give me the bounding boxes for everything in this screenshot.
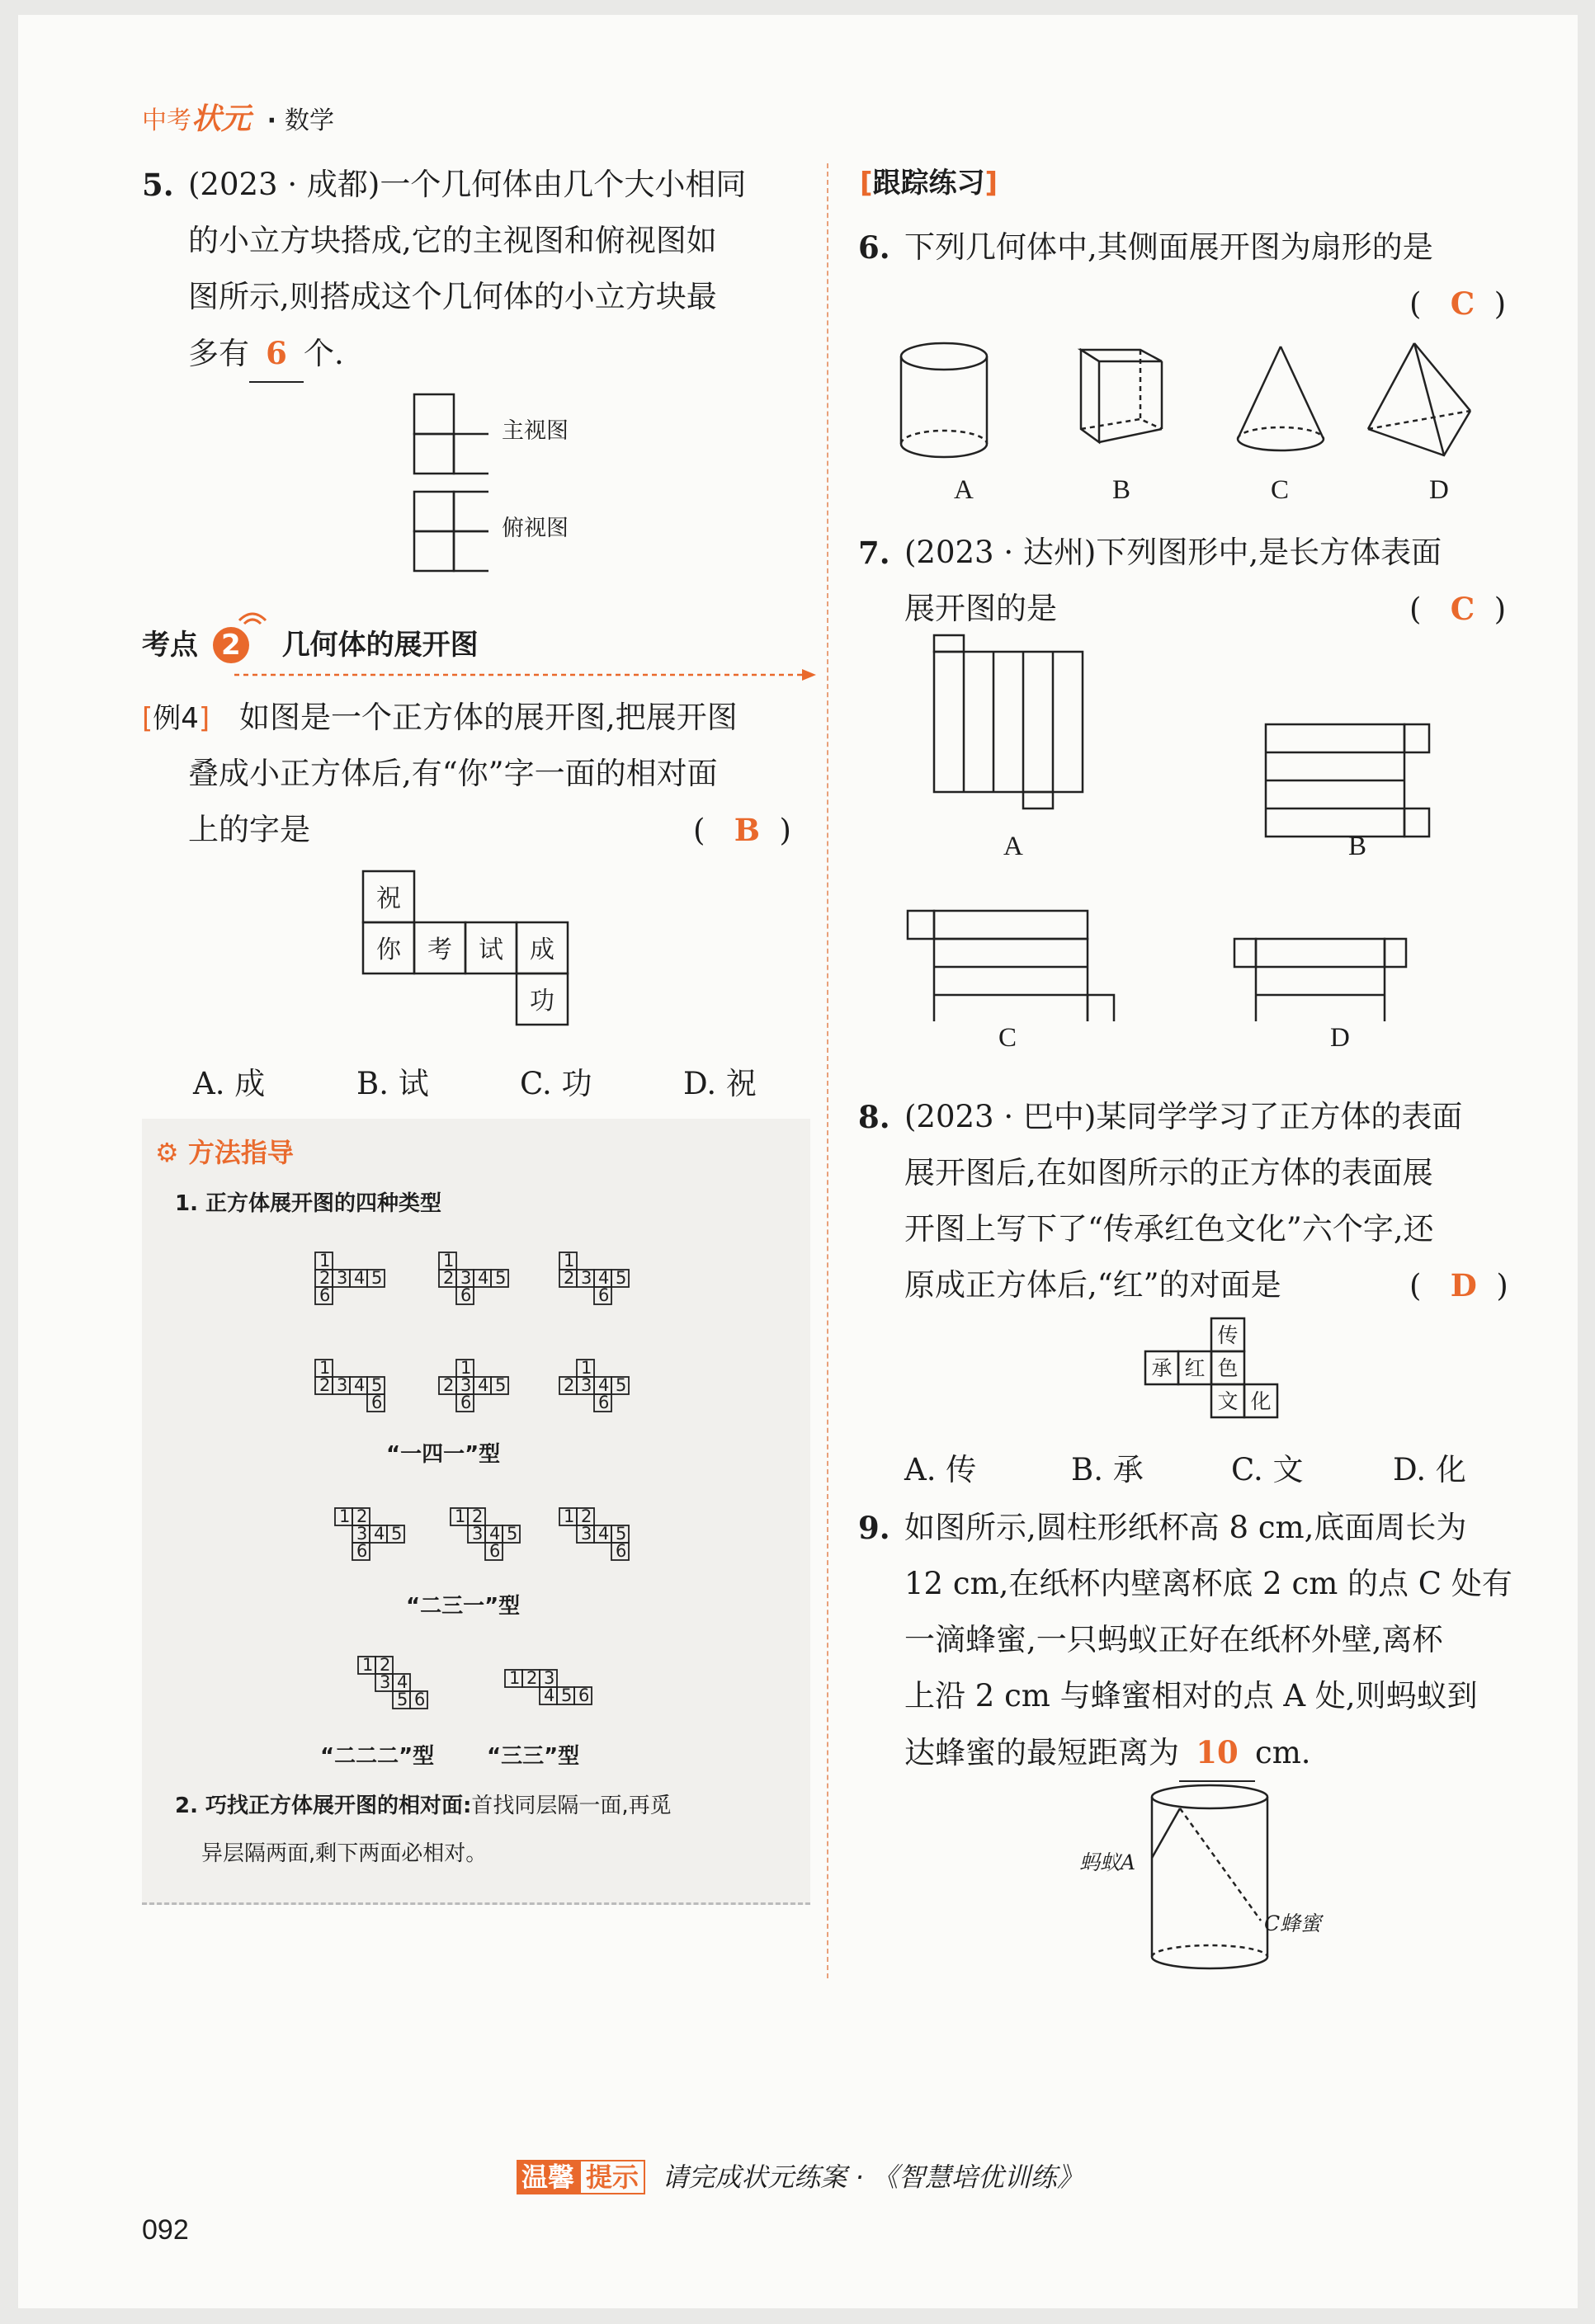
net-cell-number: 1	[319, 1251, 331, 1270]
section-number: 2	[213, 627, 249, 663]
q9-line3: 一滴蜂蜜,一只蚂蚁正好在纸杯外壁,离杯	[904, 1622, 1443, 1657]
q9-line5-post: cm.	[1255, 1735, 1311, 1770]
q8-line3: 开图上写下了“传承红色文化”六个字,还	[904, 1211, 1434, 1247]
q6-label-b: B	[1112, 475, 1131, 505]
net-cell-number: 6	[598, 1393, 610, 1412]
q6-answer: C	[1450, 285, 1475, 322]
net-cell-number: 2	[319, 1375, 331, 1395]
ex4-option-c: C. 功	[520, 1066, 592, 1101]
net-cell-number: 2	[319, 1268, 331, 1288]
ex4-face-3: 考	[427, 936, 452, 964]
ex4-line2: 叠成小正方体后,有“你”字一面的相对面	[188, 756, 718, 791]
q6-number: 6.	[858, 229, 890, 266]
net-cell-number: 1	[564, 1251, 575, 1270]
q6-line1: 下列几何体中,其侧面展开图为扇形的是	[904, 229, 1433, 265]
q5-line4	[188, 325, 344, 383]
net-cell-number: 6	[460, 1285, 472, 1305]
net-cell-number: 4	[598, 1524, 610, 1544]
net-cell-number: 2	[380, 1655, 391, 1675]
net-cell-number: 2	[472, 1506, 484, 1526]
q6-solids-figure	[893, 337, 1520, 469]
net-cell-number: 5	[616, 1524, 627, 1544]
ex4-answer: B	[734, 812, 760, 848]
q5-views-figure	[398, 378, 488, 584]
ex4-face-2: 你	[376, 936, 401, 964]
q7-nets-figure	[893, 634, 1520, 1021]
gear-icon: ⚙	[155, 1137, 179, 1168]
q8-line4: 原成正方体后,“红”的对面是	[904, 1267, 1281, 1303]
q7-number: 7.	[858, 535, 890, 571]
net-cell-number: 4	[478, 1375, 489, 1395]
column-divider	[827, 163, 828, 1978]
net-cell-number: 3	[581, 1268, 592, 1288]
net-cell-number: 1	[339, 1506, 351, 1526]
practice-header: [跟踪练习]	[860, 167, 998, 200]
ex4-tag: [例4]	[142, 702, 210, 735]
q5-view1-label: 主视图	[502, 418, 569, 444]
net-cell-number: 3	[460, 1375, 472, 1395]
method-type3: “二二二”型	[320, 1744, 435, 1769]
footer-tip2: 提示	[579, 2160, 645, 2194]
net-cell-number: 3	[472, 1524, 484, 1544]
section-title: 几何体的展开图	[281, 629, 479, 662]
net-cell-number: 4	[397, 1672, 408, 1692]
method-h2-bold: 2. 巧找正方体展开图的相对面:	[175, 1794, 472, 1818]
ex4-face-5: 成	[530, 936, 554, 964]
net-cell-number: 5	[616, 1375, 627, 1395]
method-h2-line2: 异层隔两面,剩下两面必相对。	[201, 1841, 488, 1866]
net-cell-number: 3	[337, 1268, 348, 1288]
net-cell-number: 4	[354, 1268, 366, 1288]
net-cell-number: 4	[478, 1268, 489, 1288]
q5-line2: 的小立方块搭成,它的主视图和俯视图如	[188, 223, 717, 258]
q6-label-a: A	[954, 475, 974, 505]
net-cell-number: 1	[455, 1506, 466, 1526]
net-cell-number: 1	[362, 1655, 374, 1675]
net-cell-number: 2	[443, 1375, 455, 1395]
method-h2-text: 首找同层隔一面,再觅	[471, 1794, 672, 1818]
q7-label-c: C	[998, 1023, 1017, 1053]
net-cell-number: 2	[526, 1668, 538, 1688]
net-cell-number: 1	[509, 1668, 521, 1688]
net-cell-number: 1	[460, 1358, 472, 1378]
net-cell-number: 3	[337, 1375, 348, 1395]
q7-line1: (2023 · 达州)下列图形中,是长方体表面	[904, 535, 1442, 570]
net-cell-number: 3	[581, 1524, 592, 1544]
net-cell-number: 5	[397, 1690, 408, 1709]
q9-cylinder-figure	[1140, 1782, 1289, 1980]
net-cell-number: 4	[598, 1375, 610, 1395]
net-cell-number: 5	[495, 1375, 507, 1395]
net-cell-number: 6	[319, 1285, 331, 1305]
ex4-face-4: 试	[479, 936, 503, 964]
method-h1: 1. 正方体展开图的四种类型	[175, 1191, 442, 1216]
net-cell-number: 3	[356, 1524, 368, 1544]
section-prefix: 考点	[142, 629, 198, 662]
q8-face-1: 传	[1217, 1323, 1239, 1347]
q7-label-d: D	[1330, 1023, 1350, 1053]
q8-face-4: 色	[1217, 1356, 1239, 1380]
ex4-face-6: 功	[530, 987, 554, 1016]
net-cell-number: 4	[489, 1524, 501, 1544]
net-cell-number: 5	[391, 1524, 403, 1544]
brand-prefix: 中考	[142, 106, 191, 135]
q5-line4-post: 个.	[304, 336, 344, 371]
q7-label-b: B	[1348, 832, 1367, 861]
q9-number: 9.	[858, 1510, 890, 1546]
q5-line4-pre: 多有	[188, 336, 249, 371]
method-type2: “二三一”型	[406, 1594, 521, 1619]
ex4-option-b: B. 试	[356, 1066, 429, 1101]
net-cell-number: 1	[564, 1506, 575, 1526]
net-cell-number: 6	[578, 1685, 590, 1705]
q8-net-figure	[1129, 1315, 1294, 1439]
q6-answer-paren: ( C )	[1409, 285, 1507, 322]
net-cell-number: 1	[319, 1358, 331, 1378]
method-h2	[175, 1789, 672, 1819]
page-number: 092	[142, 2214, 189, 2246]
net-cell-number: 6	[616, 1541, 627, 1561]
net-cell-number: 3	[544, 1668, 555, 1688]
net-cell-number: 3	[460, 1268, 472, 1288]
q9-label-honey: C蜂蜜	[1264, 1912, 1322, 1935]
q5-line3: 图所示,则搭成这个几何体的小立方块最	[188, 279, 717, 314]
q8-answer: D	[1450, 1267, 1477, 1303]
q5-answer: 6	[249, 325, 304, 383]
signal-icon	[228, 602, 277, 625]
net-cell-number: 2	[564, 1375, 575, 1395]
ex4-face-1: 祝	[376, 884, 401, 913]
q5-view2-label: 俯视图	[502, 516, 569, 541]
net-cell-number: 5	[371, 1375, 383, 1395]
q8-answer-paren: ( D )	[1409, 1267, 1508, 1303]
q9-line2: 12 cm,在纸杯内壁离杯底 2 cm 的点 C 处有	[904, 1566, 1512, 1601]
q8-face-3: 红	[1184, 1356, 1206, 1380]
q7-line2: 展开图的是	[904, 591, 1057, 626]
method-type1: “一四一”型	[386, 1442, 501, 1467]
ex4-answer-paren: ( B )	[693, 812, 791, 848]
q6-label-d: D	[1429, 475, 1449, 505]
net-cell-number: 1	[443, 1251, 455, 1270]
net-cell-number: 5	[495, 1268, 507, 1288]
net-cell-number: 2	[356, 1506, 368, 1526]
practice-title: 跟踪练习	[872, 167, 985, 200]
page-header	[142, 96, 334, 138]
q9-line5-pre: 达蜂蜜的最短距离为	[904, 1735, 1179, 1770]
net-cell-number: 6	[598, 1285, 610, 1305]
net-cell-number: 2	[564, 1268, 575, 1288]
net-cell-number: 4	[354, 1375, 366, 1395]
q8-face-6: 化	[1250, 1389, 1272, 1413]
net-cell-number: 1	[581, 1358, 592, 1378]
net-cell-number: 5	[561, 1685, 573, 1705]
q8-line1: (2023 · 巴中)某同学学习了正方体的表面	[904, 1099, 1463, 1134]
net-cell-number: 6	[371, 1393, 383, 1412]
ex4-line1: 如图是一个正方体的展开图,把展开图	[239, 700, 738, 735]
q9-label-ant: 蚂蚁A	[1079, 1850, 1136, 1874]
footer-tip	[517, 2157, 1083, 2194]
brand-name: 状元	[191, 102, 252, 136]
q8-option-c: C. 文	[1231, 1452, 1304, 1487]
method-nets-figure	[142, 1228, 810, 1805]
net-cell-number: 6	[489, 1541, 501, 1561]
q7-label-a: A	[1003, 832, 1023, 861]
q9-line5	[904, 1724, 1311, 1782]
q5-line1: (2023 · 成都)一个几何体由几个大小相同	[188, 167, 747, 202]
q8-face-2: 承	[1151, 1356, 1173, 1380]
q9-line1: 如图所示,圆柱形纸杯高 8 cm,底面周长为	[904, 1510, 1467, 1545]
q8-option-d: D. 化	[1393, 1452, 1466, 1487]
page	[18, 15, 1578, 2308]
net-cell-number: 4	[598, 1268, 610, 1288]
q8-line2: 展开图后,在如图所示的正方体的表面展	[904, 1155, 1433, 1190]
q8-option-b: B. 承	[1071, 1452, 1144, 1487]
q8-option-a: A. 传	[904, 1452, 977, 1487]
q7-answer: C	[1450, 591, 1475, 627]
method-type4: “三三”型	[487, 1744, 580, 1769]
net-cell-number: 5	[371, 1268, 383, 1288]
net-cell-number: 5	[507, 1524, 518, 1544]
net-cell-number: 6	[414, 1690, 426, 1709]
net-cell-number: 6	[460, 1393, 472, 1412]
method-title: 方法指导	[187, 1137, 294, 1168]
section-header	[142, 622, 479, 663]
q7-answer-paren: ( C )	[1409, 591, 1507, 627]
q5-number: 5.	[142, 167, 174, 203]
net-cell-number: 4	[374, 1524, 385, 1544]
net-cell-number: 2	[581, 1506, 592, 1526]
method-title-row	[155, 1132, 294, 1170]
net-cell-number: 3	[380, 1672, 391, 1692]
net-cell-number: 2	[443, 1268, 455, 1288]
net-cell-number: 5	[616, 1268, 627, 1288]
q6-label-c: C	[1271, 475, 1290, 505]
q8-face-5: 文	[1217, 1389, 1239, 1413]
ex4-net-figure	[361, 870, 592, 1043]
subject: 数学	[284, 106, 334, 135]
ex4-option-a: A. 成	[193, 1066, 266, 1101]
q9-answer: 10	[1179, 1724, 1255, 1782]
section-underline	[234, 667, 820, 683]
header-dot: ·	[267, 106, 276, 135]
footer-text: 请完成状元练案 · 《智慧培优训练》	[662, 2161, 1083, 2193]
footer-tip1: 温馨	[517, 2160, 579, 2194]
ex4-tag-label: 例4	[153, 702, 199, 735]
q8-number: 8.	[858, 1099, 890, 1135]
net-cell-number: 6	[356, 1541, 368, 1561]
net-cell-number: 3	[581, 1375, 592, 1395]
net-cell-number: 4	[544, 1685, 555, 1705]
ex4-line3: 上的字是	[188, 812, 310, 847]
q9-line4: 上沿 2 cm 与蜂蜜相对的点 A 处,则蚂蚁到	[904, 1678, 1478, 1714]
ex4-option-d: D. 祝	[683, 1066, 757, 1101]
